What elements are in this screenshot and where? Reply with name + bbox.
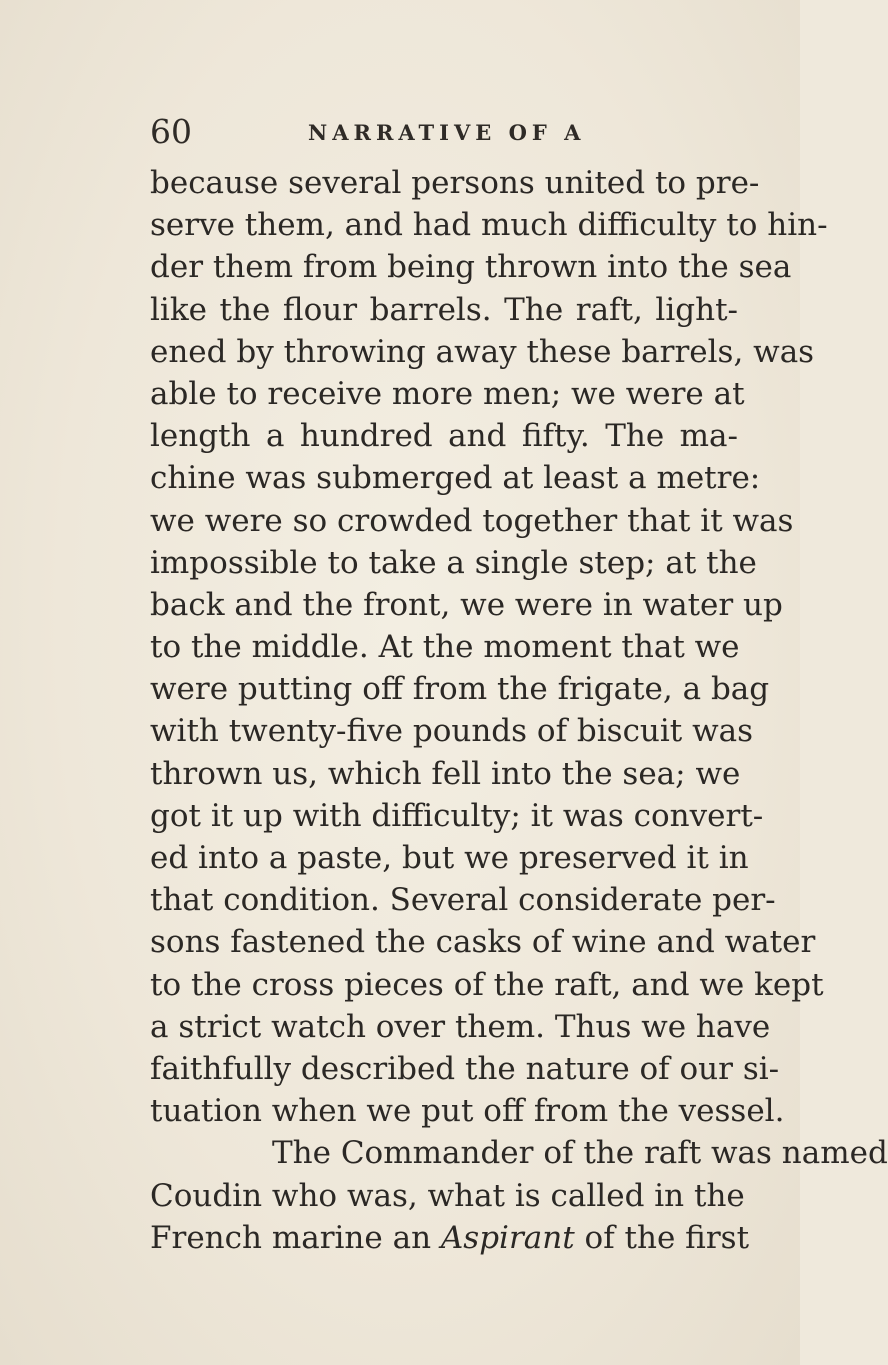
text-line: able to receive more men; we were at (150, 375, 745, 412)
text-line: a strict watch over them. Thus we have (150, 1008, 771, 1045)
text-line: because several persons united to pre- (150, 165, 760, 201)
paragraph-start-line: The Commander of the raft was named (272, 1135, 888, 1172)
text-line: to the cross pieces of the raft, and we kept (150, 966, 824, 1003)
text-line: length a hundred and fifty. The ma- (150, 418, 738, 455)
text-line: sons fastened the casks of wine and water (150, 924, 816, 961)
page-number: 60 (150, 112, 192, 151)
text-line: that condition. Several considerate per- (150, 882, 776, 919)
text-line: we were so crowded together that it was (150, 502, 794, 539)
text-line: ed into a paste, but we preserved it in (150, 840, 749, 876)
body-text (150, 162, 888, 1259)
text-line: to the middle. At the moment that we (150, 629, 740, 666)
text-line: tuation when we put off from the vessel. (150, 1093, 785, 1130)
text-line: der them from being thrown into the sea (150, 249, 792, 286)
text-line: thrown us, which fell into the sea; we (150, 755, 741, 792)
text-line: impossible to take a single step; at the (150, 544, 757, 581)
text-line: back and the front, we were in water up (150, 586, 783, 623)
text-line: like the flour barrels. The raft, light- (150, 291, 738, 328)
text-line: faithfully described the nature of our si- (150, 1050, 780, 1087)
running-title: NARRATIVE OF A (308, 120, 586, 145)
last-text-line (150, 1217, 750, 1259)
last-line-before: French marine an (150, 1219, 432, 1256)
text-line: chine was submerged at least a metre: (150, 460, 761, 497)
running-head (0, 112, 800, 152)
text-line: serve them, and had much difficulty to hin- (150, 207, 828, 244)
text-line: ened by throwing away these barrels, was (150, 333, 815, 370)
text-line: got it up with difficulty; it was convert- (150, 797, 764, 834)
text-line: Coudin who was, what is called in the (150, 1177, 745, 1214)
last-line-after: of the first (584, 1219, 750, 1256)
text-line: were putting off from the frigate, a bag (150, 671, 770, 708)
text-line: with twenty-five pounds of biscuit was (150, 713, 754, 750)
italic-term: Aspirant (440, 1219, 575, 1256)
